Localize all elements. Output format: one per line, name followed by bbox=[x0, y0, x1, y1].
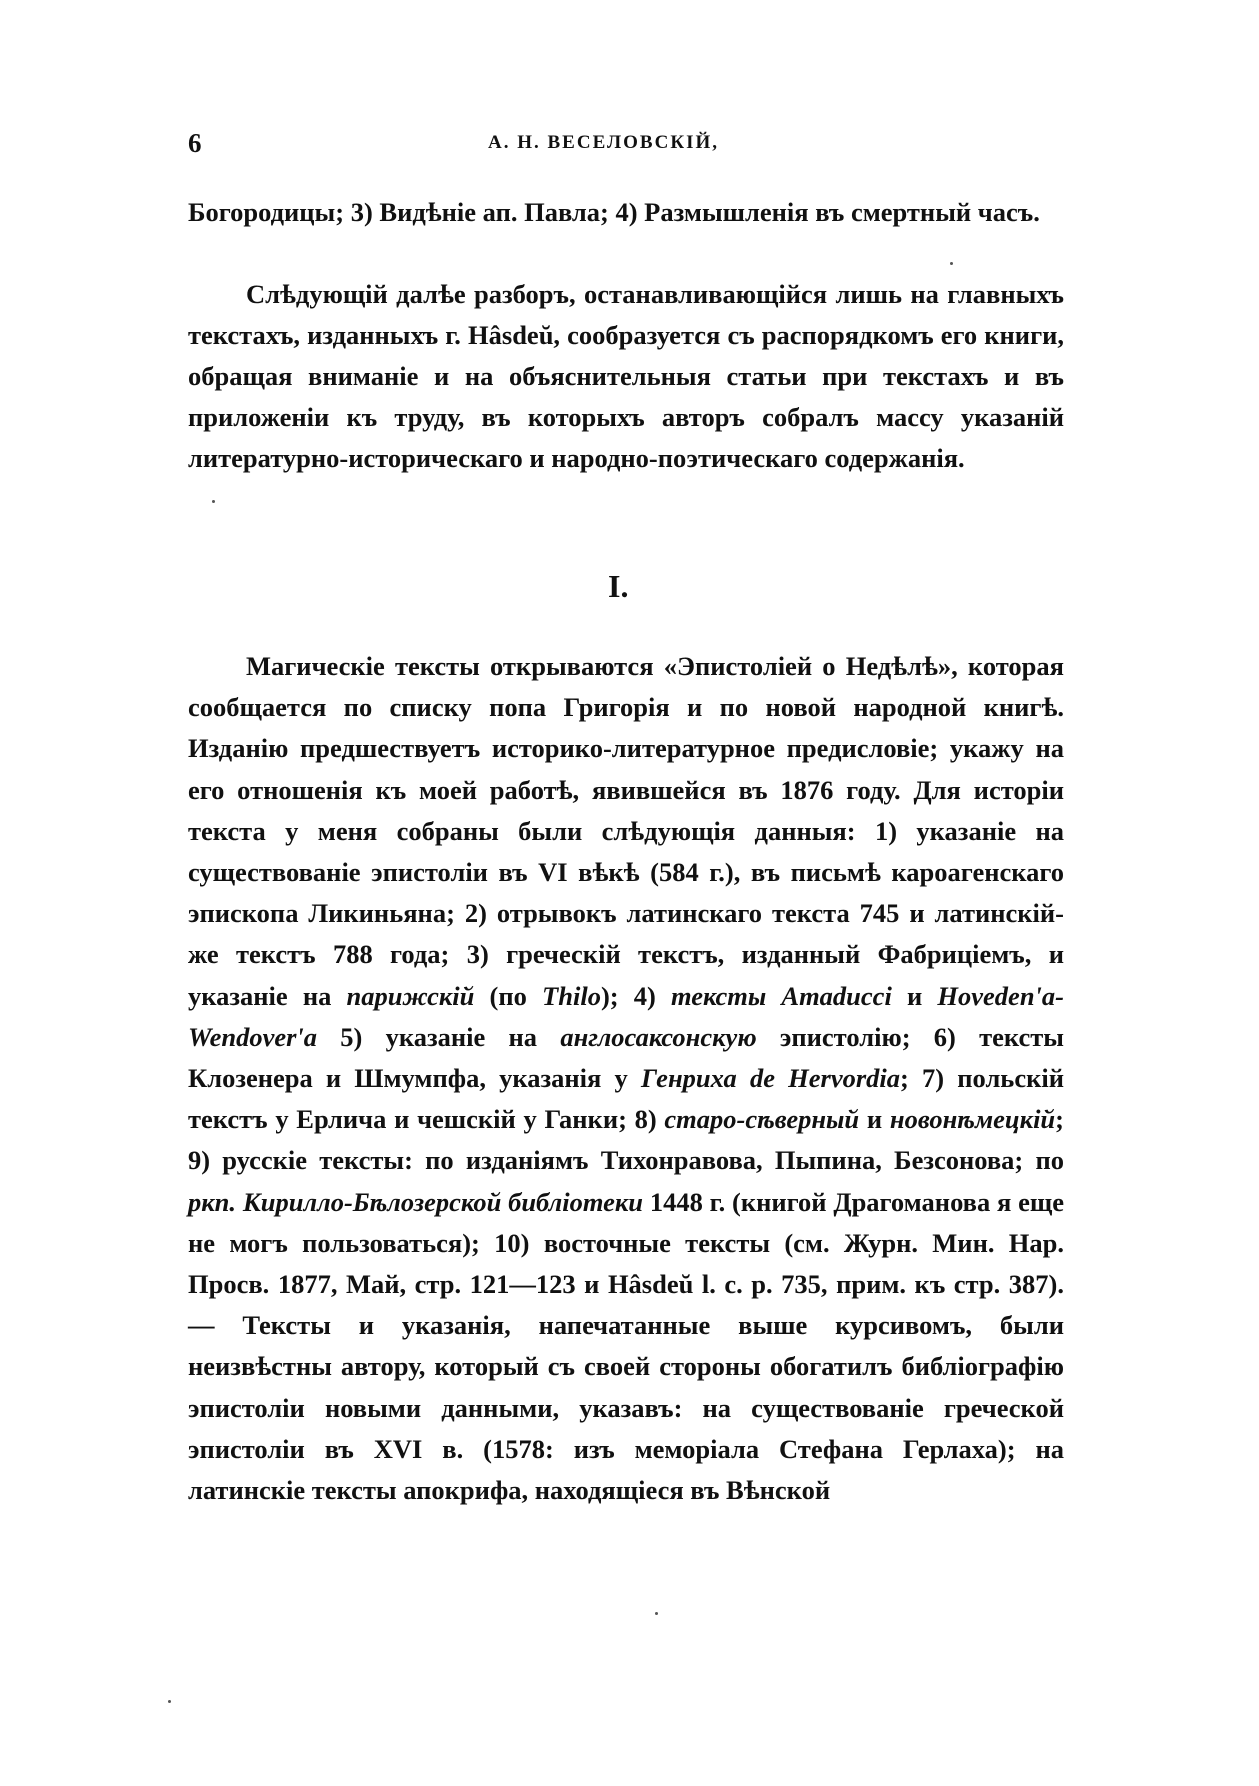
text-run: (по bbox=[474, 980, 543, 1011]
page-header bbox=[188, 128, 1068, 164]
scan-speck bbox=[212, 500, 215, 503]
scan-speck bbox=[655, 1612, 658, 1615]
italic-run: ркп. Кирилло-Бѣлозерской библіотеки bbox=[188, 1186, 644, 1217]
italic-run: англосаксонскую bbox=[560, 1021, 757, 1052]
paragraph-3 bbox=[188, 646, 1064, 1511]
text-run: ; 7) польскій текстъ у Ерлича и чешскій у Ганки; 8) bbox=[188, 1063, 1064, 1135]
section-paragraph bbox=[188, 646, 1064, 1511]
section-heading: I. bbox=[608, 568, 629, 604]
running-title: А. Н. ВЕСЕЛОВСКІЙ, bbox=[488, 132, 720, 153]
text-run: и bbox=[891, 980, 938, 1011]
scan-speck bbox=[168, 1700, 171, 1703]
italic-run: Thilo bbox=[542, 980, 601, 1011]
paragraph-1: Богородицы; 3) Видѣніе ап. Павла; 4) Размышленія въ смертный часъ. bbox=[188, 197, 1040, 227]
italic-run: Hoveden'a-Wendover'a bbox=[188, 980, 1064, 1052]
text-run: 5) указаніе на bbox=[317, 1021, 561, 1052]
italic-run: тексты Amaducci bbox=[671, 980, 892, 1011]
text-run: ; 9) русскіе тексты: по изданіямъ Тихонравова, Пыпина, Безсонова; по bbox=[188, 1104, 1064, 1176]
text-run: и bbox=[859, 1104, 890, 1135]
overview-paragraph bbox=[188, 274, 1064, 479]
italic-run: новонѣмецкій bbox=[889, 1104, 1056, 1135]
page-number: 6 bbox=[188, 128, 202, 158]
continued-paragraph bbox=[188, 192, 1064, 233]
text-run: эпистолію; 6) тексты Клозенера и Шмумпфа, указанія у bbox=[188, 1021, 1064, 1094]
italic-run: парижскій bbox=[346, 980, 475, 1011]
italic-run: старо-сѣверный bbox=[664, 1104, 860, 1135]
text-run: 1448 г. (книгой Драгоманова я еще не могъ пользоваться); 10) восточные тексты (см. Журн. Мин. Нар. Просв. 1877, Май, стр. 121—123 и Hâsdeŭ l. c. p. 735, прим. къ стр. 387). — Тексты и указанія, напечатанные выше курсивомъ, были неизвѣстны автору, который съ своей стороны обогатилъ библіографію эпистоліи новыми данными, указавъ: на существованіе греческой эпистоліи въ XVI в. (1578: изъ меморіала Стефана Герлаха); на латинскіе тексты апокрифа, находящіеся въ Вѣнской bbox=[188, 1186, 1065, 1506]
text-run: ); 4) bbox=[600, 980, 672, 1011]
italic-run: Генриха de Hervordia bbox=[640, 1063, 901, 1094]
paragraph-2: Слѣдующій далѣе разборъ, останавливающійся лишь на главныхъ текстахъ, изданныхъ г. Hâsdeŭ, сообразуется съ распорядкомъ его книги, обращая вниманіе и на объяснительныя статьи при текстахъ и въ приложеніи къ труду, въ которыхъ авторъ собралъ массу указаній литературно-историческаго и народно-поэтическаго содержанія. bbox=[188, 279, 1064, 473]
text-run: Магическіе тексты открываются «Эпистоліей о Недѣлѣ», которая сообщается по списку попа Григорія и по новой народной книгѣ. Изданію предшествуетъ историко-литературное предисловіе; укажу на его отношенія къ моей работѣ, явившейся въ 1876 году. Для исторіи текста у меня собраны были слѣдующія данныя: 1) указаніе на существованіе эпистоліи въ VI вѣкѣ (584 г.), въ письмѣ кароагенскаго эпископа Ликиньяна; 2) отрывокъ латинскаго текста 745 и латинскій-же текстъ 788 года; 3) греческій текстъ, изданный Фабриціемъ, и указаніе на bbox=[188, 651, 1064, 1011]
scan-speck bbox=[950, 262, 953, 265]
